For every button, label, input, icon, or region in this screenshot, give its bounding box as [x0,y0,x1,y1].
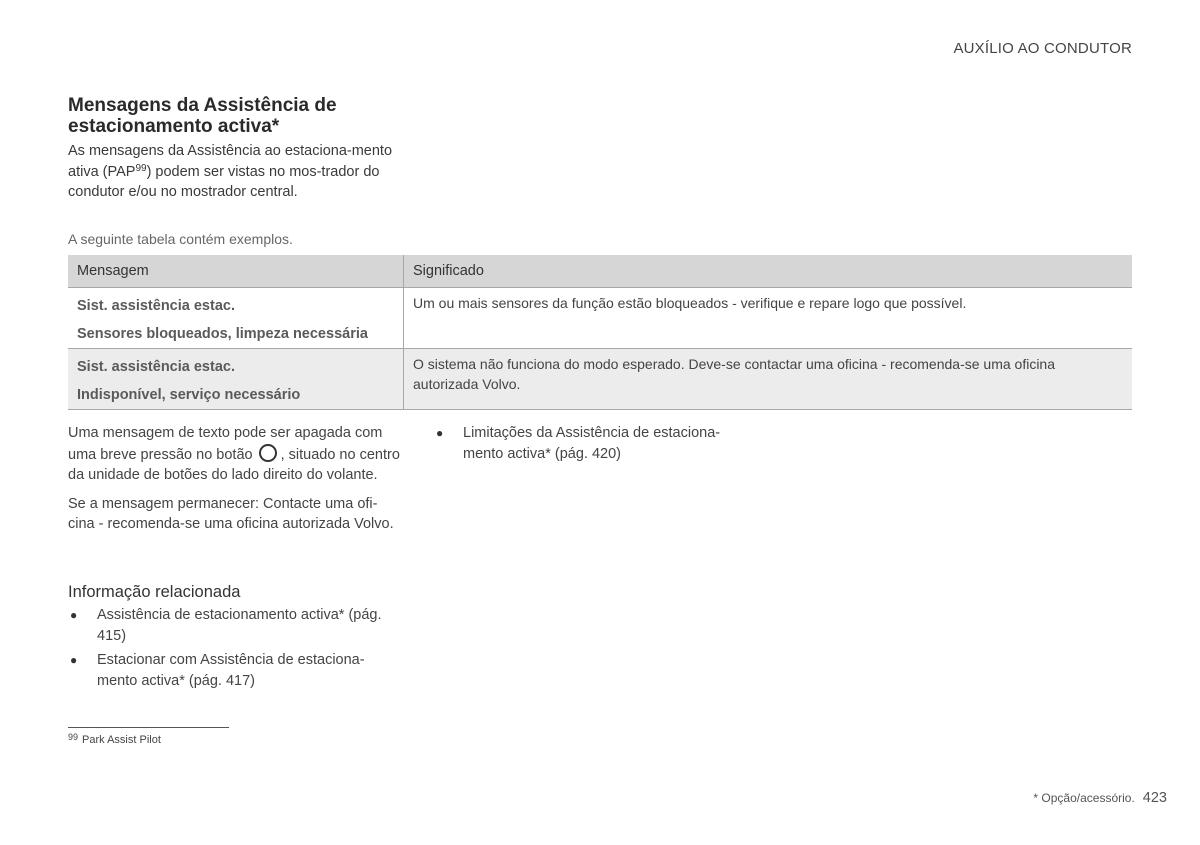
related-link-text: Assistência de estacionamento activa* (pág. 415) [97,607,382,644]
related-heading: Informação relacionada [68,583,241,601]
related-link[interactable] [434,423,744,464]
body-paragraph-1 [68,423,400,486]
related-link-text: Estacionar com Assistência de estaciona-mento activa* (pág. 417) [97,652,365,689]
related-list-continued [434,423,744,468]
related-link[interactable] [68,605,388,646]
body-text-span: Uma mensagem de texto pode ser apagada com uma breve pressão no botão [68,425,383,463]
related-link-text: Limitações da Assistência de estaciona-mento activa* (pág. 420) [463,425,721,462]
section-header: AUXÍLIO AO CONDUTOR [953,40,1132,57]
table-row [68,349,1132,410]
table-header-row [68,255,1132,288]
option-note: * Opção/acessório. [1033,791,1135,805]
footnote-ref[interactable]: 99 [135,162,147,174]
message-cell [68,349,404,410]
bullet-icon: ● [70,653,78,667]
column-header-message: Mensagem [68,255,404,288]
bullet-icon: ● [436,426,444,440]
intro-text-1: As mensagens da Assistência ao estaciona-mento ativa (PAP [68,143,393,180]
message-line: Indisponível, serviço necessário [77,387,301,403]
page-title: Mensagens da Assistência de estacionamento activa* [68,95,337,137]
circle-button-icon [259,444,277,462]
bullet-icon: ● [70,608,78,622]
table-caption: A seguinte tabela contém exemplos. [68,231,293,247]
intro-paragraph [68,141,398,203]
message-line: Sist. assistência estac. [77,359,235,375]
body-text [68,423,400,543]
body-text-span: , situado no centro da unidade de botões do lado direito do volante. [68,446,400,483]
table-row [68,288,1132,349]
footnote-number: 99 [68,732,79,742]
meaning-cell: Um ou mais sensores da função estão bloqueados - verifique e repare logo que possível. [404,288,1133,349]
related-link[interactable] [68,650,388,691]
column-header-meaning: Significado [404,255,1133,288]
intro-text-2: ) podem ser vistas no mos-trador do condutor e/ou no mostrador central. [68,163,380,200]
meaning-cell: O sistema não funciona do modo esperado. Deve-se contactar uma oficina - recomenda-se uma oficina autorizada Volvo. [404,349,1133,410]
message-cell [68,288,404,349]
page-number: 423 [1142,790,1167,806]
footnote [68,732,161,746]
messages-table [68,255,1132,410]
related-list [68,605,388,695]
message-line: Sist. assistência estac. [77,298,235,314]
body-paragraph-2: Se a mensagem permanecer: Contacte uma ofi-cina - recomenda-se uma oficina autorizada Volvo. [68,495,394,532]
page-footer [1033,790,1167,806]
footnote-text: Park Assist Pilot [82,734,161,746]
footnote-divider [68,727,229,728]
message-line: Sensores bloqueados, limpeza necessária [77,326,368,342]
